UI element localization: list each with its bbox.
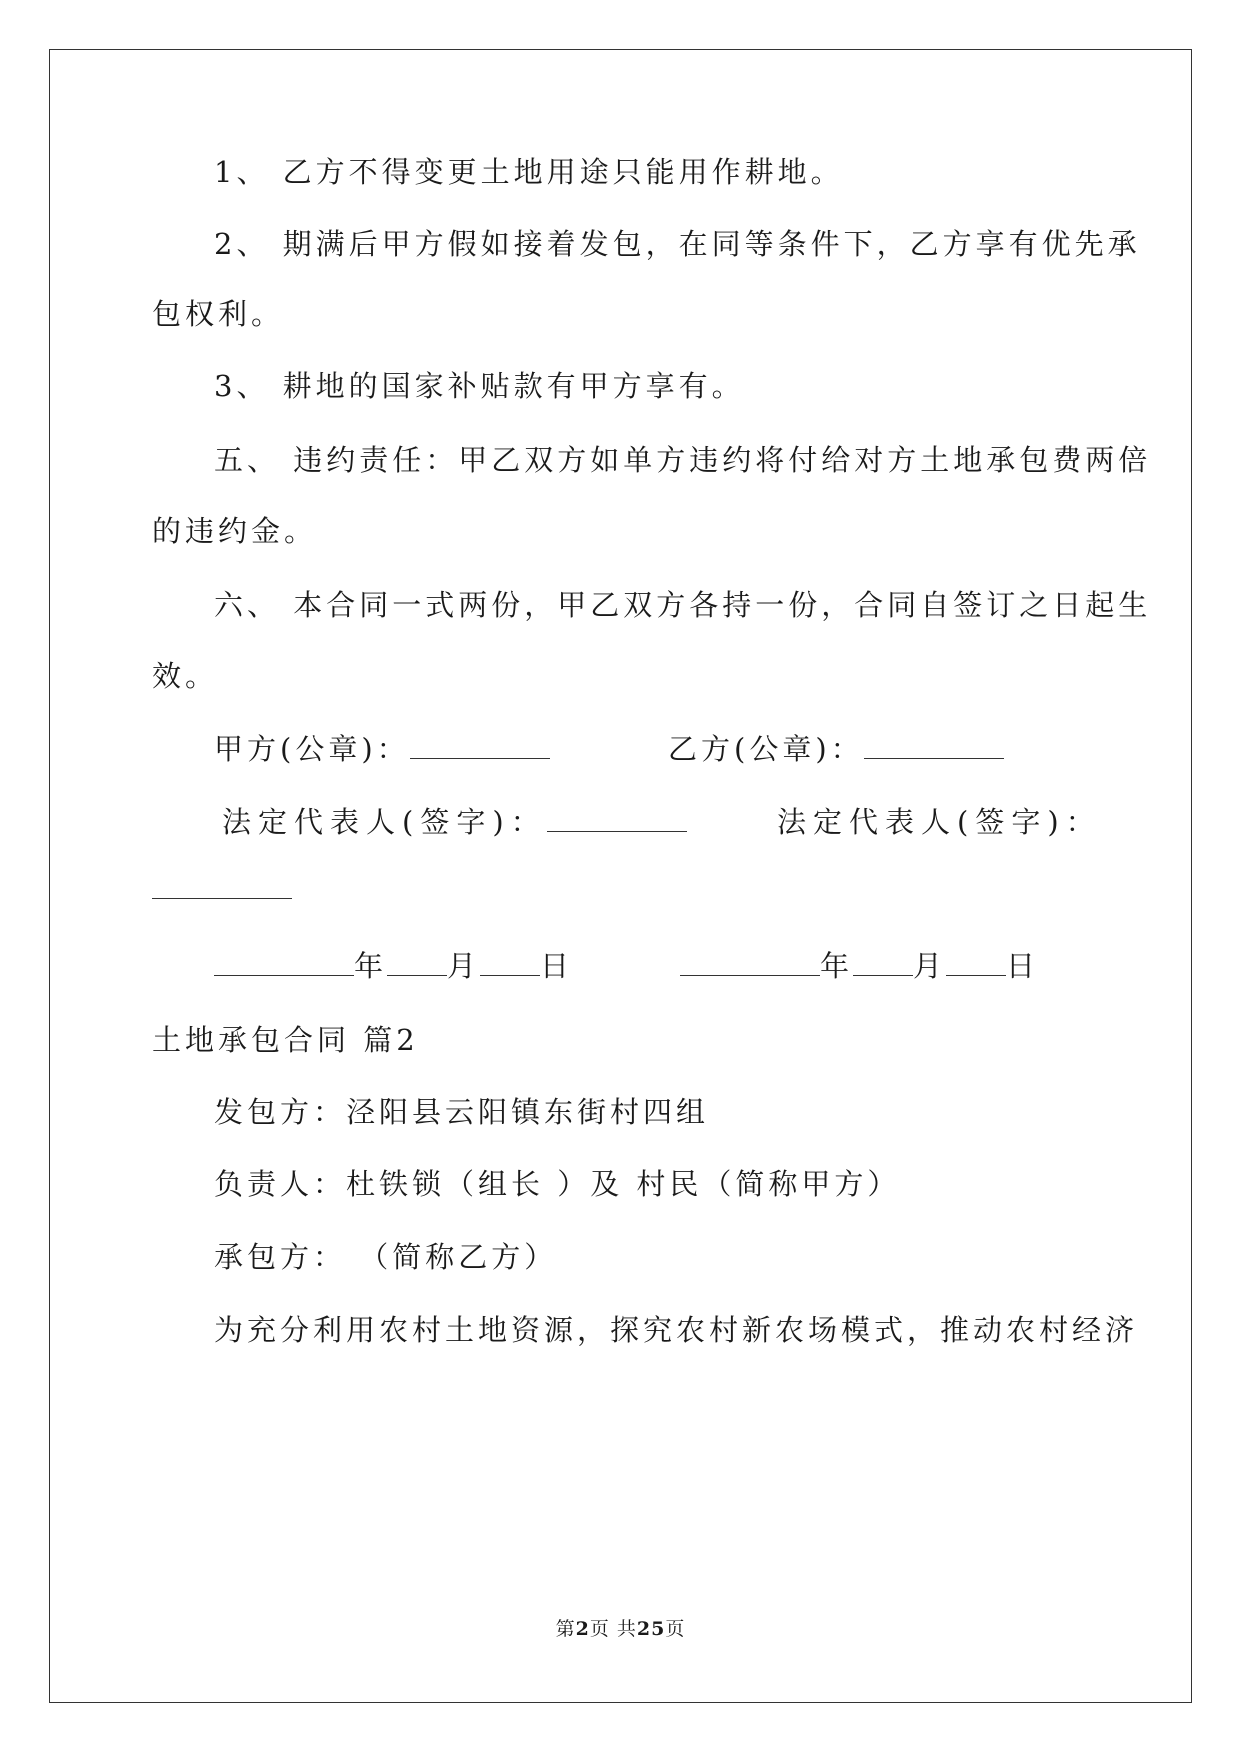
rep-right-blank: [152, 876, 292, 899]
party-b-seal-row: [668, 732, 1004, 766]
date-right-month-label: 月: [913, 949, 947, 983]
footer-mid: 页 共: [589, 1618, 637, 1640]
rep-left-blank: [547, 809, 687, 832]
page-footer: [0, 1614, 1241, 1641]
footer-total-pages: 25: [636, 1618, 666, 1640]
rep-right-label: 法定代表人(签字)：: [777, 805, 1102, 839]
date-left-day-blank: [480, 953, 540, 976]
footer-page-number: 2: [575, 1618, 590, 1640]
intro-line: 为充分利用农村土地资源，探究农村新农场模式，推动农村经济: [214, 1313, 1139, 1347]
footer-prefix: 第: [555, 1618, 576, 1640]
clause-2-line-1: 2、 期满后甲方假如接着发包，在同等条件下，乙方享有优先承: [214, 227, 1141, 261]
rep-left-row: [222, 805, 687, 839]
date-left: [214, 949, 574, 983]
date-left-month-blank: [387, 953, 447, 976]
clause-5-line-2: 的违约金。: [152, 514, 318, 548]
rep-right-blank-row: [152, 875, 292, 904]
clause-1: 1、 乙方不得变更土地用途只能用作耕地。: [214, 155, 844, 189]
contract-2-heading: 土地承包合同 篇2: [152, 1023, 419, 1057]
date-right-day-blank: [946, 953, 1006, 976]
date-left-day-label: 日: [540, 949, 574, 983]
party-a-seal-row: [214, 732, 550, 766]
footer-suffix: 页: [665, 1618, 686, 1640]
date-left-year-label: 年: [354, 949, 388, 983]
party-a-seal-label: 甲方(公章)：: [214, 732, 410, 766]
contractor-line: 承包方： （简称乙方）: [214, 1240, 558, 1274]
clause-5-line-1: 五、 违约责任：甲乙双方如单方违约将付给对方土地承包费两倍: [214, 443, 1152, 477]
date-right-month-blank: [853, 953, 913, 976]
employer-line: 发包方：泾阳县云阳镇东街村四组: [214, 1095, 710, 1129]
date-left-month-label: 月: [447, 949, 481, 983]
responsible-line: 负责人：杜铁锁（组长 ）及 村民（简称甲方）: [214, 1167, 901, 1201]
clause-6-line-2: 效。: [152, 659, 219, 693]
party-b-seal-label: 乙方(公章)：: [668, 732, 864, 766]
rep-left-label: 法定代表人(签字)：: [222, 805, 547, 839]
date-right-year-blank: [680, 953, 820, 976]
party-a-seal-blank: [410, 736, 550, 759]
date-left-year-blank: [214, 953, 354, 976]
date-right-year-label: 年: [820, 949, 854, 983]
party-b-seal-blank: [864, 736, 1004, 759]
clause-6-line-1: 六、 本合同一式两份，甲乙双方各持一份，合同自签订之日起生: [214, 588, 1152, 622]
rep-right-row: [777, 805, 1102, 839]
date-right: [680, 949, 1040, 983]
date-right-day-label: 日: [1006, 949, 1040, 983]
clause-3: 3、 耕地的国家补贴款有甲方享有。: [214, 369, 745, 403]
clause-2-line-2: 包权利。: [152, 297, 285, 331]
